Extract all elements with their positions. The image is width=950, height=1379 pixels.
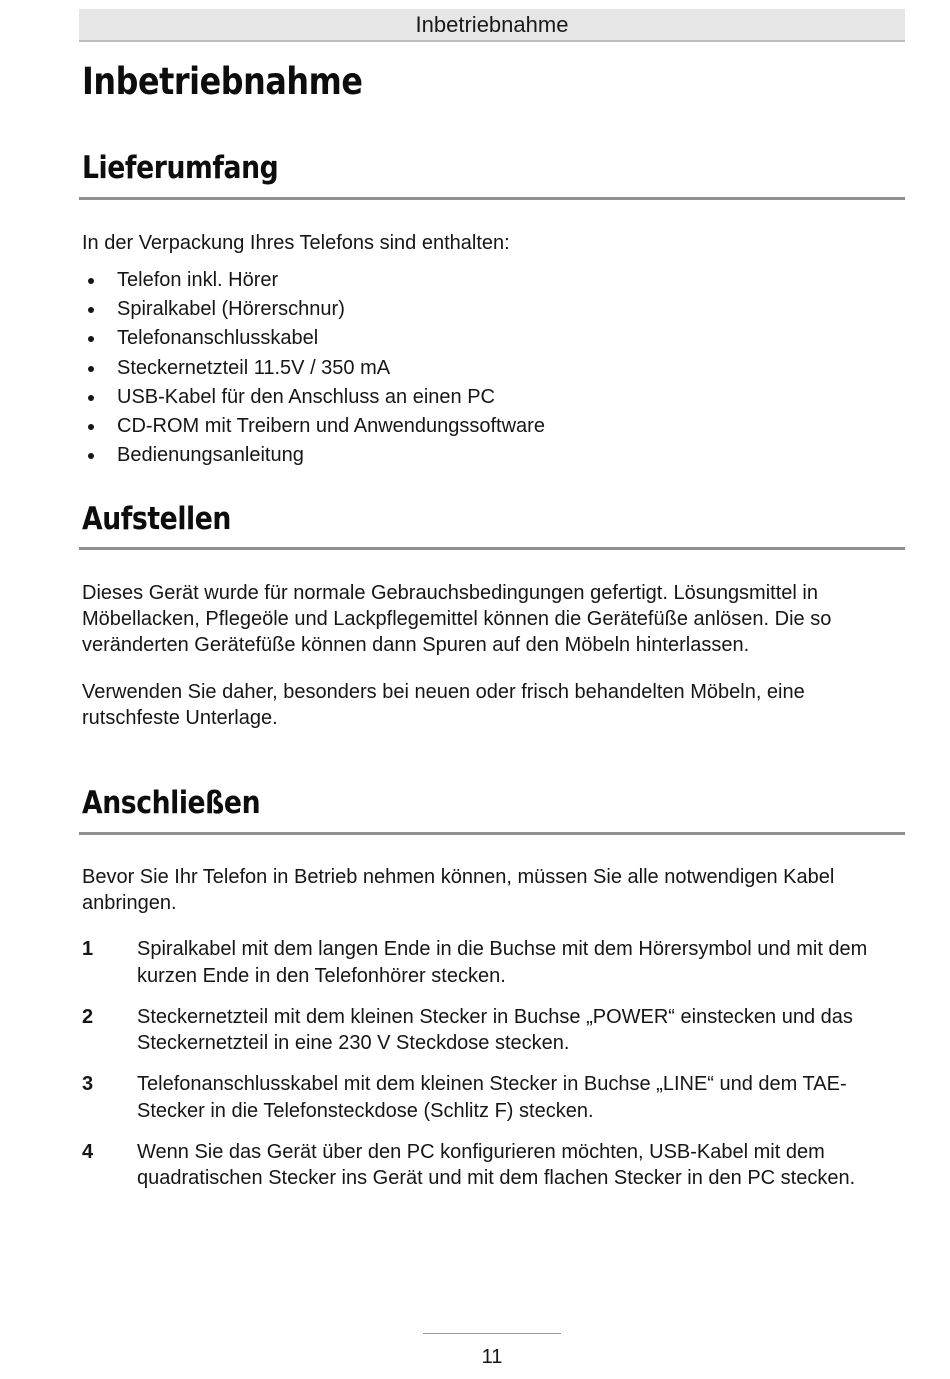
- section-divider: [79, 197, 905, 200]
- list-item: Telefonanschlusskabel: [82, 324, 545, 353]
- anschliessen-intro: Bevor Sie Ihr Telefon in Betrieb nehmen können, müssen Sie alle notwendigen Kabel anbringen.: [82, 866, 835, 914]
- section-divider: [79, 832, 905, 835]
- list-item: Bedienungsanleitung: [82, 441, 545, 470]
- aufstellen-paragraph: Dieses Gerät wurde für normale Gebrauchsbedingungen gefertigt. Lösungsmittel in Möbellacken, Pflegeöle und Lackpflegemittel können die Gerätefüße anlösen. Die so veränderten Gerätefüße können dann Spuren auf den Möbeln hinterlassen.: [82, 582, 832, 656]
- list-item: Steckernetzteil 11.5V / 350 mA: [82, 354, 545, 383]
- step-text: Steckernetzteil mit dem kleinen Stecker in Buchse „POWER“ einstecken und das Steckernetzteil in eine 230 V Steckdose stecken.: [137, 1005, 853, 1054]
- step-number: 1: [82, 938, 94, 960]
- running-header: [79, 9, 905, 42]
- step-number: 4: [82, 1140, 94, 1163]
- section-heading-aufstellen: Aufstellen: [82, 501, 231, 537]
- list-item: [82, 1139, 904, 1192]
- list-item: Spiralkabel (Hörerschnur): [82, 295, 545, 324]
- step-number: 2: [82, 1005, 94, 1028]
- step-number: 3: [82, 1073, 94, 1095]
- step-text: Spiralkabel mit dem langen Ende in die Buchse mit dem Hörersymbol und mit dem kurzen Ende in den Telefonhörer stecken.: [137, 938, 868, 987]
- page-number: 11: [481, 1346, 503, 1368]
- section-divider: [79, 547, 905, 550]
- list-item: Telefon inkl. Hörer: [82, 266, 545, 295]
- page-title: Inbetriebnahme: [82, 60, 363, 103]
- list-item: [82, 1004, 904, 1057]
- running-header-text: Inbetriebnahme: [415, 12, 569, 37]
- section-heading-anschliessen: Anschließen: [82, 785, 261, 821]
- step-text: Wenn Sie das Gerät über den PC konfigurieren möchten, USB-Kabel mit dem quadratischen Stecker ins Gerät und mit dem flachen Stecker in den PC stecken.: [137, 1140, 856, 1189]
- package-contents-list: [82, 266, 545, 470]
- list-item: [82, 1071, 904, 1124]
- list-item: CD-ROM mit Treibern und Anwendungssoftware: [82, 412, 545, 441]
- aufstellen-paragraph: Verwenden Sie daher, besonders bei neuen oder frisch behandelten Möbeln, eine rutschfeste Unterlage.: [82, 681, 805, 729]
- section-heading-lieferumfang: Lieferumfang: [82, 150, 279, 186]
- lieferumfang-intro: In der Verpackung Ihres Telefons sind enthalten:: [82, 232, 510, 254]
- list-item: [82, 936, 904, 989]
- connection-steps-list: [82, 936, 904, 1206]
- list-item: USB-Kabel für den Anschluss an einen PC: [82, 383, 545, 412]
- footer-divider: [423, 1333, 561, 1334]
- step-text: Telefonanschlusskabel mit dem kleinen Stecker in Buchse „LINE“ und dem TAE-Stecker in die Telefonsteckdose (Schlitz F) stecken.: [137, 1073, 847, 1122]
